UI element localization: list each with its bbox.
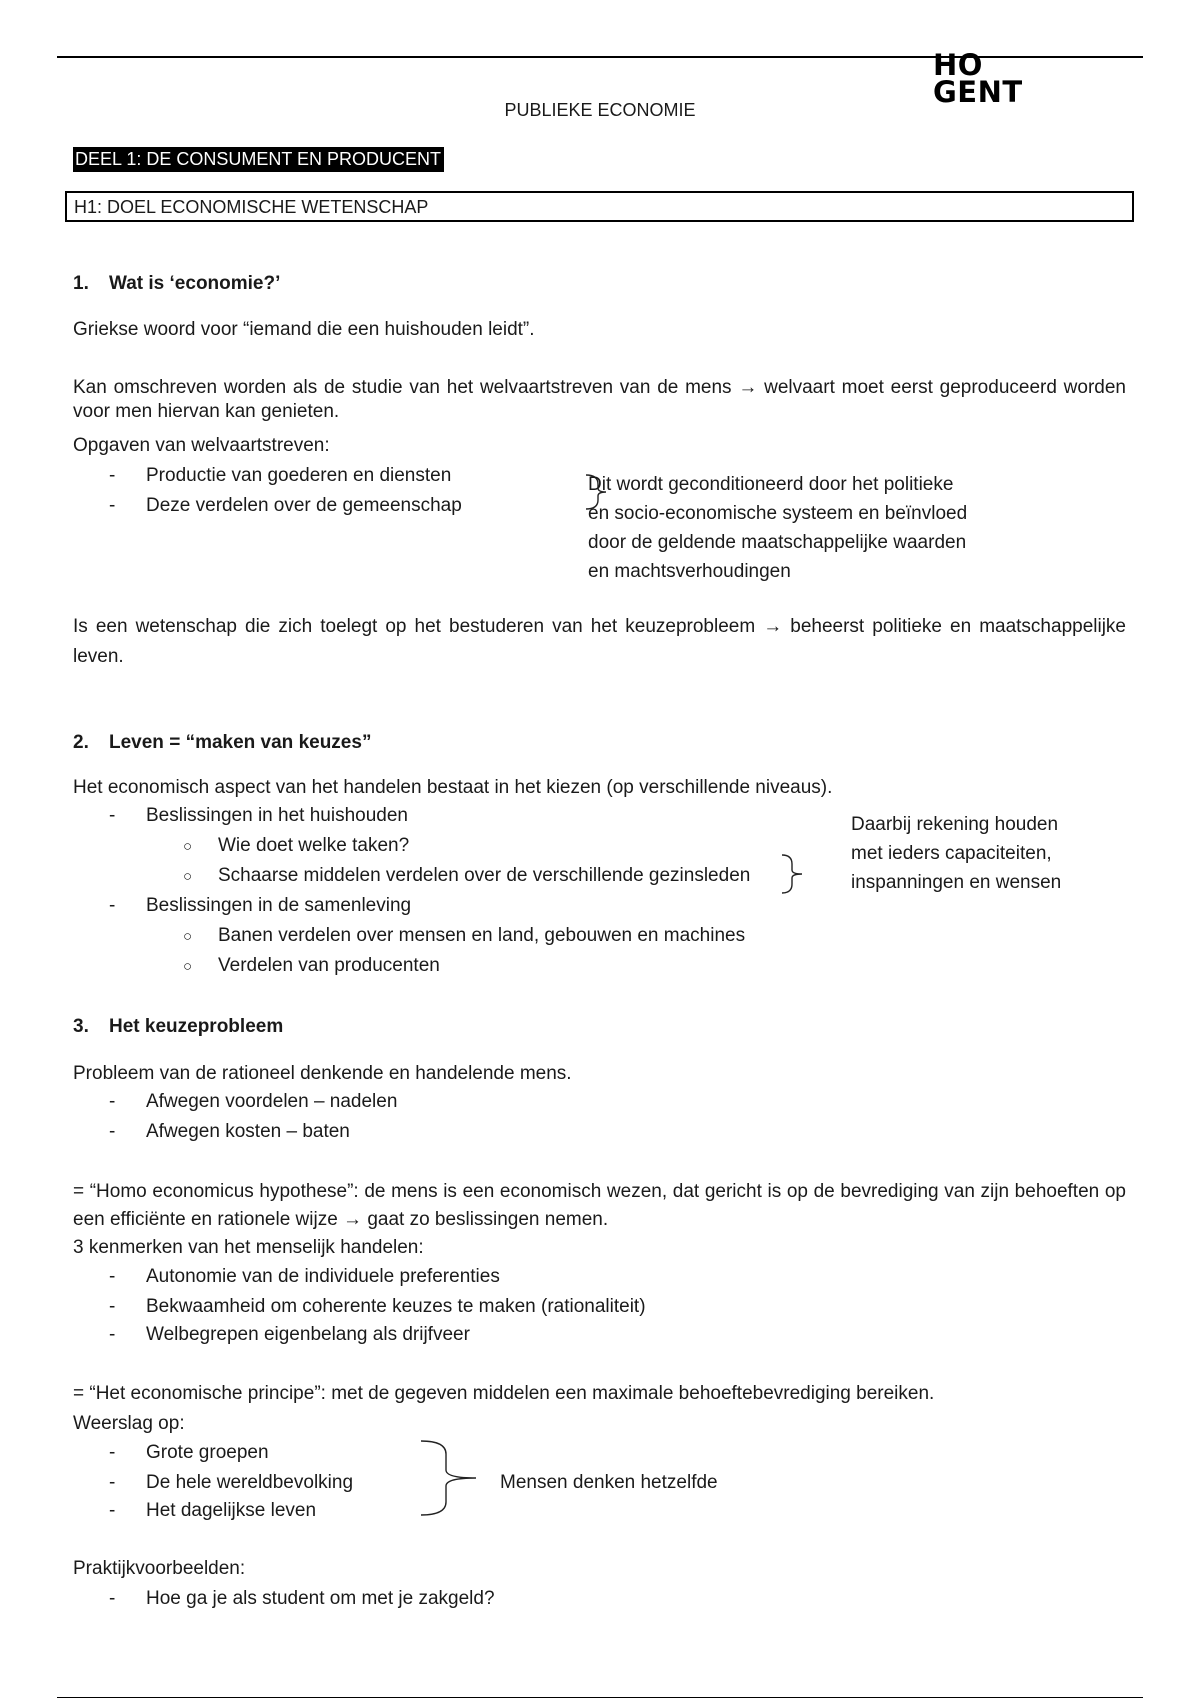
s3-bullet-4: - Bekwaamheid om coherente keuzes te maken (rationaliteit) <box>109 1296 646 1317</box>
s3-bullet-9: - Hoe ga je als student om met je zakgeld? <box>109 1588 495 1609</box>
dash-bullet: - <box>109 1091 116 1112</box>
logo-line-1: HO <box>933 48 983 82</box>
s3-paragraph-6: Praktijkvoorbeelden: <box>73 1558 246 1579</box>
section-2-title: Leven = “maken van keuzes” <box>109 732 372 753</box>
s2-sub-bullet-1: ○ Wie doet welke taken? <box>218 834 409 858</box>
dash-bullet: - <box>109 1121 116 1142</box>
s3-bullet-8: - Het dagelijkse leven <box>109 1500 317 1521</box>
chapter-heading: H1: DOEL ECONOMISCHE WETENSCHAP <box>74 197 429 217</box>
curly-brace-icon <box>780 854 806 894</box>
s2-bullet-2: - Beslissingen in de samenleving <box>109 895 412 916</box>
s1-note-line-2: en socio-economische systeem en beïnvloed <box>588 503 968 524</box>
s1-bullet-1: - Productie van goederen en diensten <box>109 465 452 486</box>
dash-bullet: - <box>109 1500 116 1521</box>
s3-paragraph-4: = “Het economische principe”: met de gegeven middelen een maximale behoeftebevrediging bereiken. <box>73 1383 935 1404</box>
s2-sub-bullet-4: ○ Verdelen van producenten <box>218 954 440 978</box>
s2-note-line-3: inspanningen en wensen <box>851 872 1062 893</box>
s1-side-note <box>588 470 967 586</box>
s3-bullet-6: - Grote groepen <box>109 1442 269 1463</box>
dash-bullet: - <box>109 1296 116 1317</box>
circle-bullet-icon: ○ <box>183 838 193 855</box>
s2-paragraph-1: Het economisch aspect van het handelen bestaat in het kiezen (op verschillende niveaus). <box>73 777 833 798</box>
part-heading: DEEL 1: DE CONSUMENT EN PRODUCENT <box>73 147 444 172</box>
section-3-heading <box>73 1015 283 1039</box>
circle-bullet-icon: ○ <box>183 928 193 945</box>
s1-note-line-3: door de geldende maatschappelijke waarden <box>588 532 967 553</box>
dash-bullet: - <box>109 1442 116 1463</box>
s2-sub-bullet-2: ○ Schaarse middelen verdelen over de verschillende gezinsleden <box>218 864 750 888</box>
section-3-title: Het keuzeprobleem <box>109 1016 284 1037</box>
circle-bullet-icon: ○ <box>183 868 193 885</box>
curly-brace-icon <box>420 1440 480 1516</box>
section-1-heading <box>73 272 280 296</box>
s2-sub-bullet-3: ○ Banen verdelen over mensen en land, gebouwen en machines <box>218 924 745 948</box>
dash-bullet: - <box>109 1324 116 1345</box>
dash-bullet: - <box>109 495 116 516</box>
section-2-number: 2. <box>73 732 89 753</box>
s3-side-note: Mensen denken hetzelfde <box>500 1472 718 1493</box>
section-1-number: 1. <box>73 273 89 294</box>
dash-bullet: - <box>109 1472 116 1493</box>
dash-bullet: - <box>109 1266 116 1287</box>
s3-bullet-5: - Welbegrepen eigenbelang als drijfveer <box>109 1324 470 1345</box>
logo-line-2: GENT <box>933 75 1023 109</box>
dash-bullet: - <box>109 465 116 486</box>
chapter-heading-box <box>65 191 1134 222</box>
s2-note-line-1: Daarbij rekening houden <box>851 814 1059 835</box>
s1-paragraph-2: Kan omschreven worden als de studie van het welvaartstreven van de mens → welvaart moet eerst geproduceerd worden voor men hiervan kan genieten. <box>73 377 1126 422</box>
s3-bullet-3: - Autonomie van de individuele preferenties <box>109 1266 500 1287</box>
s2-bullet-1: - Beslissingen in het huishouden <box>109 805 408 826</box>
section-1-title: Wat is ‘economie?’ <box>109 273 281 294</box>
s1-note-line-4: en machtsverhoudingen <box>588 561 791 582</box>
s1-paragraph-3: Opgaven van welvaartstreven: <box>73 435 330 456</box>
s3-paragraph-3: 3 kenmerken van het menselijk handelen: <box>73 1237 424 1258</box>
s3-paragraph-2: = “Homo economicus hypothese”: de mens is een economisch wezen, dat gericht is op de bevrediging van zijn behoeften op een efficiënte en rationele wijze → gaat zo beslissingen nemen. <box>73 1181 1126 1230</box>
dash-bullet: - <box>109 895 116 916</box>
s2-note-line-2: met ieders capaciteiten, <box>851 843 1052 864</box>
document-title: PUBLIEKE ECONOMIE <box>504 100 696 120</box>
section-3-number: 3. <box>73 1016 89 1037</box>
s3-paragraph-1: Probleem van de rationeel denkende en handelende mens. <box>73 1063 572 1084</box>
s1-bullet-2: - Deze verdelen over de gemeenschap <box>109 495 462 516</box>
dash-bullet: - <box>109 1588 116 1609</box>
s2-side-note <box>851 810 1061 897</box>
bottom-rule <box>57 1697 1143 1698</box>
s1-paragraph-4: Is een wetenschap die zich toelegt op het bestuderen van het keuzeprobleem → beheerst politieke en maatschappelijke leven. <box>73 616 1126 667</box>
s3-bullet-2: - Afwegen kosten – baten <box>109 1121 350 1142</box>
section-2-heading <box>73 731 371 755</box>
s3-bullet-7: - De hele wereldbevolking <box>109 1472 354 1493</box>
circle-bullet-icon: ○ <box>183 958 193 975</box>
s1-note-line-1: Dit wordt geconditioneerd door het politieke <box>588 474 954 495</box>
s3-paragraph-5: Weerslag op: <box>73 1413 185 1434</box>
hogent-logo <box>933 48 1023 109</box>
dash-bullet: - <box>109 805 116 826</box>
s3-bullet-1: - Afwegen voordelen – nadelen <box>109 1091 398 1112</box>
s1-paragraph-1: Griekse woord voor “iemand die een huishouden leidt”. <box>73 319 535 340</box>
